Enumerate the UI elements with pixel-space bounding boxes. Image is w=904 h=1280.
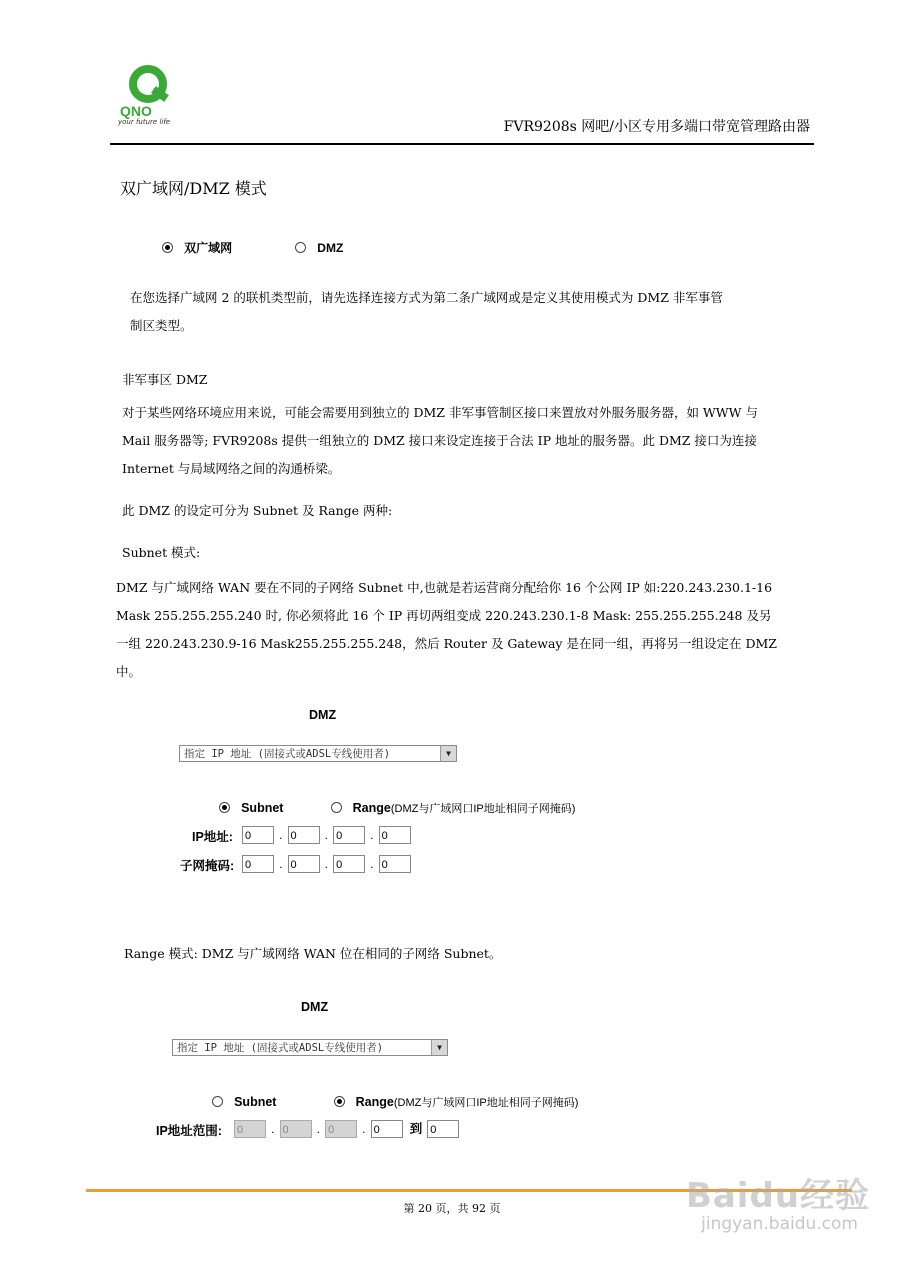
form1-ip-label: IP地址: bbox=[192, 830, 233, 844]
form1-connection-select[interactable] bbox=[179, 745, 457, 762]
mode-dmz-radio[interactable] bbox=[295, 242, 306, 253]
form2-mode-radios bbox=[212, 1091, 578, 1110]
form1-mask-octet-3[interactable]: 0 bbox=[333, 855, 365, 873]
form1-mask-octet-2[interactable]: 0 bbox=[288, 855, 320, 873]
dot-separator: . bbox=[271, 1122, 275, 1136]
form2-range-note: (DMZ与广域网口IP地址相同子网掩码) bbox=[393, 1097, 579, 1109]
form2-range-label: Range bbox=[355, 1095, 394, 1109]
form2-range-end-input[interactable]: 0 bbox=[427, 1120, 459, 1138]
dot-separator: . bbox=[370, 828, 374, 842]
form2-range-radio[interactable] bbox=[334, 1096, 345, 1107]
intro-line-2: 制区类型。 bbox=[130, 318, 193, 333]
dot-separator: . bbox=[370, 857, 374, 871]
form2-select-value: 指定 IP 地址 (固接式或ADSL专线使用者) bbox=[177, 1042, 384, 1054]
mode-dmz-label: DMZ bbox=[317, 241, 344, 255]
form1-ip-octet-1[interactable]: 0 bbox=[242, 826, 274, 844]
form1-subnet-radio[interactable] bbox=[219, 802, 230, 813]
form1-mode-radios bbox=[219, 797, 575, 816]
logo-text: QNO bbox=[120, 103, 152, 119]
chevron-down-icon[interactable]: ▼ bbox=[440, 746, 456, 761]
form2-range-octet-4[interactable]: 0 bbox=[371, 1120, 403, 1138]
dmz-desc-line-1: 对于某些网络环境应用来说，可能会需要用到独立的 DMZ 非军事管制区接口来置放对外服务服务器，如 WWW 与 bbox=[122, 405, 758, 420]
dot-separator: . bbox=[316, 1122, 320, 1136]
qno-logo-icon bbox=[112, 62, 192, 120]
mode-dual-wan-label: 双广域网 bbox=[184, 241, 233, 255]
range-desc: Range 模式: DMZ 与广域网络 WAN 位在相同的子网络 Subnet。 bbox=[124, 946, 502, 961]
subnet-desc-line-1: DMZ 与广域网络 WAN 要在不同的子网络 Subnet 中,也就是若运营商分配给你 16 个公网 IP 如:220.243.230.1-16 bbox=[116, 580, 773, 595]
mode-dual-wan-radio[interactable] bbox=[162, 242, 173, 253]
form2-range-octet-2: 0 bbox=[280, 1120, 312, 1138]
dot-separator: . bbox=[279, 828, 283, 842]
form2-range-octet-1: 0 bbox=[234, 1120, 266, 1138]
form1-range-label: Range bbox=[352, 801, 391, 815]
form1-range-note: (DMZ与广域网口IP地址相同子网掩码) bbox=[390, 803, 576, 815]
baidu-watermark: Baidu经验 bbox=[685, 1176, 870, 1216]
form2-range-label-text: IP地址范围: bbox=[156, 1124, 222, 1138]
subnet-desc-line-4: 中。 bbox=[116, 664, 142, 679]
form1-ip-fields bbox=[242, 824, 411, 844]
form1-ip-octet-2[interactable]: 0 bbox=[288, 826, 320, 844]
form1-subnet-label: Subnet bbox=[241, 801, 284, 815]
form2-connection-select[interactable] bbox=[172, 1039, 448, 1056]
section-title: 双广域网/DMZ 模式 bbox=[120, 179, 267, 198]
subnet-heading: Subnet 模式: bbox=[122, 545, 201, 560]
form1-title: DMZ bbox=[309, 708, 337, 722]
dot-separator: . bbox=[362, 1122, 366, 1136]
form2-subnet-radio[interactable] bbox=[212, 1096, 223, 1107]
intro-line-1: 在您选择广域网 2 的联机类型前，请先选择连接方式为第二条广域网或是定义其使用模式为 DMZ 非军事管 bbox=[130, 290, 723, 305]
form2-to-label: 到 bbox=[409, 1122, 423, 1136]
subnet-desc-line-3: 一组 220.243.230.9-16 Mask255.255.255.248，然后 Router 及 Gateway 是在同一组，再将另一组设定在 DMZ bbox=[116, 636, 777, 651]
header-title: FVR9208s 网吧/小区专用多端口带宽管理路由器 bbox=[503, 119, 810, 135]
form1-ip-octet-3[interactable]: 0 bbox=[333, 826, 365, 844]
form1-mask-label: 子网掩码: bbox=[180, 859, 235, 873]
dmz-heading: 非军事区 DMZ bbox=[122, 372, 208, 387]
chevron-down-icon[interactable]: ▼ bbox=[431, 1040, 447, 1055]
form1-ip-octet-4[interactable]: 0 bbox=[379, 826, 411, 844]
page-number: 第 20 页，共 92 页 bbox=[403, 1202, 501, 1215]
header-divider bbox=[110, 143, 814, 145]
dmz-desc-line-2: Mail 服务器等; FVR9208s 提供一组独立的 DMZ 接口来设定连接于合法 IP 地址的服务器。此 DMZ 接口为连接 bbox=[122, 433, 757, 448]
form1-mask-fields bbox=[242, 853, 411, 873]
form2-range-fields bbox=[234, 1118, 459, 1138]
mode-selector bbox=[162, 237, 343, 256]
form1-mask-octet-1[interactable]: 0 bbox=[242, 855, 274, 873]
form2-title: DMZ bbox=[301, 1000, 329, 1014]
subnet-desc-line-2: Mask 255.255.255.240 时, 你必须将此 16 个 IP 再切两组变成 220.243.230.1-8 Mask: 255.255.255.248 及另 bbox=[116, 608, 772, 623]
form2-range-octet-3: 0 bbox=[325, 1120, 357, 1138]
form1-mask-octet-4[interactable]: 0 bbox=[379, 855, 411, 873]
form2-subnet-label: Subnet bbox=[234, 1095, 277, 1109]
form1-select-value: 指定 IP 地址 (固接式或ADSL专线使用者) bbox=[184, 748, 391, 760]
dmz-types: 此 DMZ 的设定可分为 Subnet 及 Range 两种: bbox=[122, 503, 393, 518]
qno-logo bbox=[112, 62, 192, 134]
form1-range-radio[interactable] bbox=[331, 802, 342, 813]
logo-tagline: your future life bbox=[118, 118, 171, 126]
dot-separator: . bbox=[279, 857, 283, 871]
baidu-watermark-url: jingyan.baidu.com bbox=[701, 1214, 858, 1234]
dot-separator: . bbox=[324, 857, 328, 871]
dmz-desc-line-3: Internet 与局域网络之间的沟通桥梁。 bbox=[122, 461, 341, 476]
dot-separator: . bbox=[324, 828, 328, 842]
